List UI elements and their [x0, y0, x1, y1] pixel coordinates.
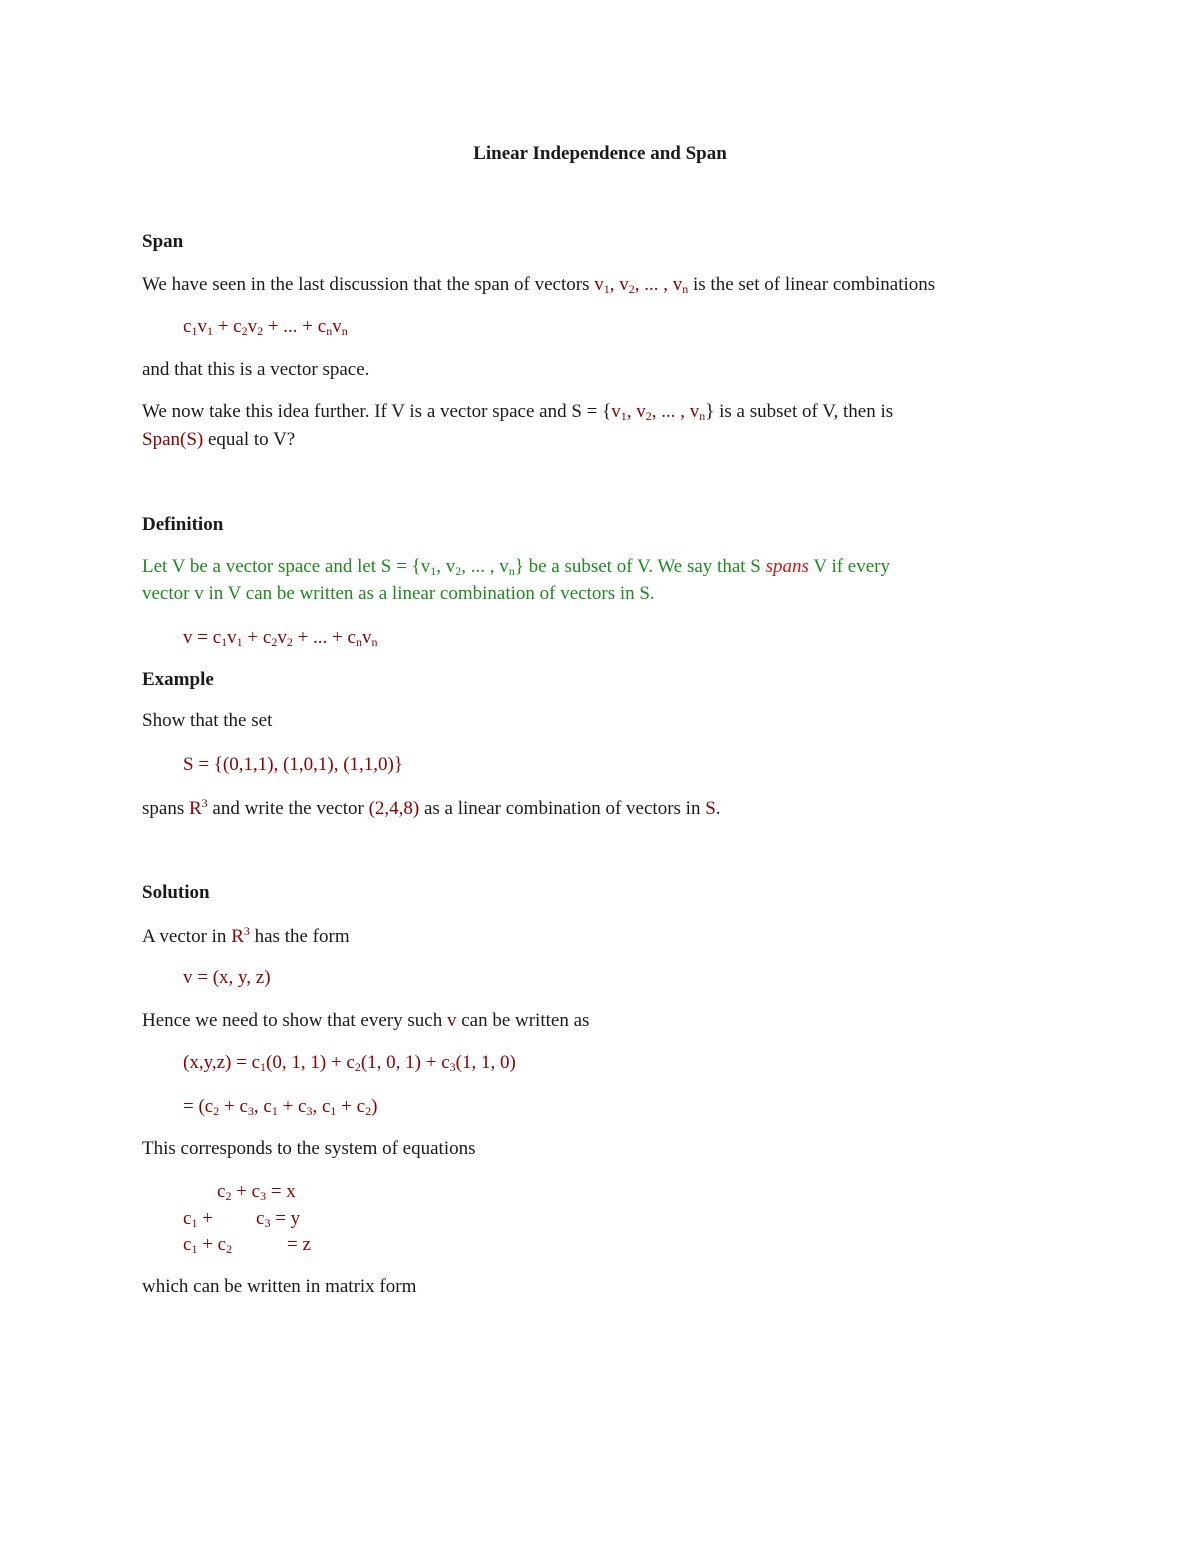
combination-equation: $(x,y,z) = c_1(0$, 1, $1) + c_2(1$, 0, $1) + c_3(1$, 1, 0) — [183, 1052, 516, 1074]
definition-line-1: Let V be a vector space and let $S = \{v_1$, $v_2$, ... , $v_n$} be a subset of V. We say that S spans V if every — [142, 556, 890, 578]
example-heading: Example — [142, 669, 214, 690]
span-paragraph-3-line1: We now take this idea further. If V is a vector space and $S = \{v_1$, $v_2$, ... , $v_n$} is a subset of V, then is — [142, 401, 894, 423]
equation-row-2: $c_1$ + — [183, 1208, 213, 1230]
solution-line-3: This corresponds to the system of equations — [142, 1138, 476, 1159]
definition-heading: Definition — [142, 514, 224, 535]
span-paragraph-1: We have seen in the last discussion that the span of vectors $v_1$, $v_2$, ... , $v_n$ is the set of linear combinations — [142, 274, 936, 296]
vectors-list: $v_1$, $v_2$, ... , $v_n$ — [594, 274, 689, 296]
solution-line-2: Hence we need to show that every such v can be written as — [142, 1010, 590, 1031]
equation-row-1: $c_2 + c_3 = x$ — [217, 1181, 296, 1203]
linear-combination: $c_1v_1 + c_2v_2$ + ... + $c_nv_n$ — [183, 316, 348, 338]
example-set: S = {(0,1,1), (1,0,1), (1,1,0)} — [183, 754, 403, 775]
solution-line-4: which can be written in matrix form — [142, 1276, 417, 1297]
span-paragraph-2: and that this is a vector space. — [142, 359, 370, 380]
definition-equation: $v = c_1v_1 + c_2v_2$ + ... + $c_nv_n$ — [183, 627, 378, 649]
combination-simplified: = ($c_2 + c_3$, $c_1 + c_3$, $c_1 + c_2$) — [183, 1096, 378, 1118]
page-title: Linear Independence and Span — [473, 143, 727, 164]
definition-line-2: vector v in V can be written as a linear combination of vectors in S. — [142, 583, 655, 604]
span-paragraph-3-line2: Span(S) equal to V? — [142, 429, 296, 450]
span-heading: Span — [142, 231, 184, 252]
solution-heading: Solution — [142, 882, 210, 903]
equation-row-3: $c_1 + c_2$ — [183, 1234, 233, 1256]
solution-line-1: A vector in $R^3$ has the form — [142, 924, 350, 947]
vector-form: v = (x, y, z) — [183, 967, 271, 988]
example-line-2: spans $R^3$ and write the vector (2,4,8) as a linear combination of vectors in S. — [142, 796, 721, 819]
example-line-1: Show that the set — [142, 710, 273, 731]
equation-system: $c_2 + c_3 = x$ $c_1$ + $c_3 = y$ $c_1 + c_2$ = z — [183, 1181, 311, 1256]
